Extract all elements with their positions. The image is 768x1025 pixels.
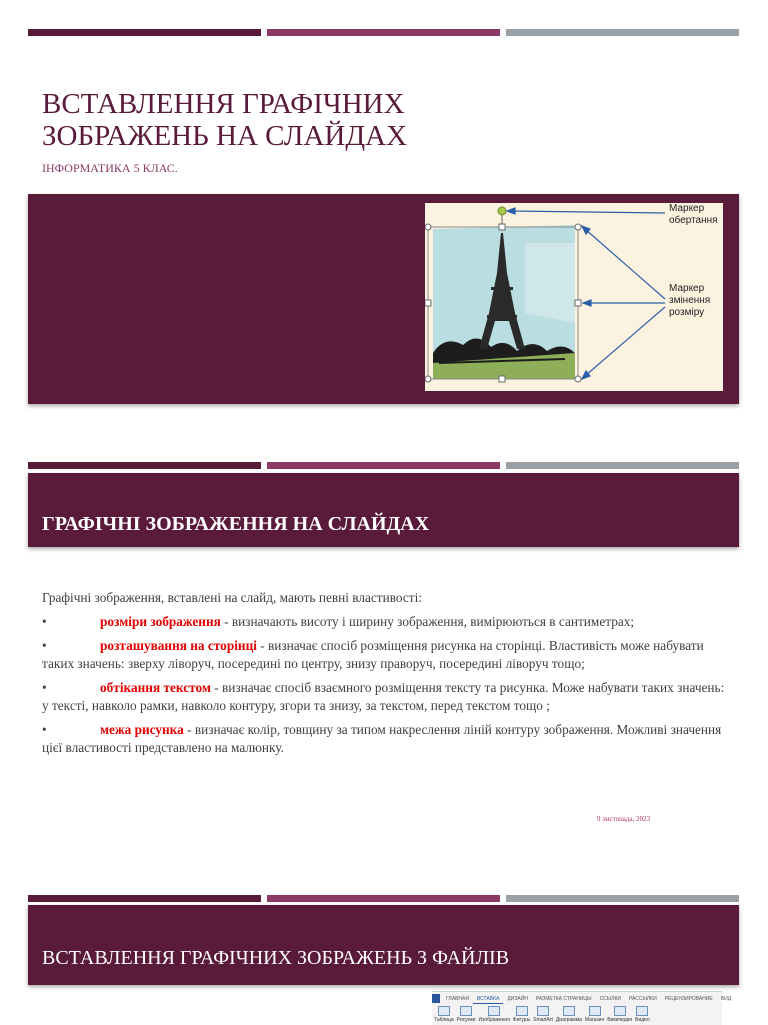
wikipedia-icon xyxy=(614,1006,626,1016)
ribbon-button-label: Википедия xyxy=(607,1017,633,1023)
bullet-4 xyxy=(42,721,732,757)
bullet-symbol: • xyxy=(42,614,47,629)
table-icon xyxy=(438,1006,450,1016)
bullet-3-text: - визначає спосіб взаємного розміщення тексту та рисунка. Може набувати таких значень: у тексті, навколо рамки, навколо контуру, згори та знизу, за текстом, перед текстом тощо ; xyxy=(42,680,725,713)
resize-marker-label: Маркер змінення розміру xyxy=(669,283,711,318)
eiffel-tower-figure xyxy=(425,203,723,391)
ribbon-button xyxy=(556,1006,582,1023)
ribbon-button-label: SmartArt xyxy=(533,1017,553,1023)
slide1-title: ВСТАВЛЕННЯ ГРАФІЧНИХ ЗОБРАЖЕНЬ НА СЛАЙДАХ xyxy=(42,88,408,152)
ribbon-button xyxy=(607,1006,632,1023)
term-position: розташування на сторінці xyxy=(100,638,257,653)
ribbon-button xyxy=(585,1006,604,1023)
slide3-title: ВСТАВЛЕННЯ ГРАФІЧНИХ ЗОБРАЖЕНЬ З ФАЙЛІВ xyxy=(42,947,510,969)
bullet-1 xyxy=(42,613,732,631)
term-wrap: обтікання текстом xyxy=(100,680,211,695)
bullet-symbol: • xyxy=(42,680,47,695)
ribbon-button xyxy=(457,1006,476,1023)
term-size: розміри зображення xyxy=(100,614,221,629)
ribbon-button-label: Диаграмма xyxy=(555,1017,582,1023)
ribbon-button xyxy=(434,1006,454,1023)
ribbon-button xyxy=(533,1006,553,1023)
top-stripe-2 xyxy=(267,29,500,36)
picture-icon xyxy=(460,1006,472,1016)
slide2-date: 9 листопада, 2023 xyxy=(597,815,651,823)
bullet-4-text: - визначає колір, товщину за типом накреслення ліній контуру зображення. Можливі значення цієї властивості представлено на малюнку. xyxy=(42,722,722,755)
ribbon-tab: ГЛАВНАЯ xyxy=(446,996,469,1002)
slide3-stripe-3 xyxy=(506,895,739,902)
bullet-2 xyxy=(42,637,732,673)
ribbon-buttons xyxy=(434,1006,650,1023)
ribbon-tab-active: ВСТАВКА xyxy=(473,994,503,1004)
bullet-symbol: • xyxy=(42,722,47,737)
slide1-subtitle: ІНФОРМАТИКА 5 КЛАС. xyxy=(42,161,178,175)
slide2-stripe-1 xyxy=(28,462,261,469)
ribbon-button-label: Видео xyxy=(635,1017,650,1023)
ribbon-tabs xyxy=(432,994,735,1004)
slide2-stripe-2 xyxy=(267,462,500,469)
ribbon-tab: ССЫЛКИ xyxy=(599,996,621,1002)
chart-icon xyxy=(563,1006,575,1016)
bullet-symbol: • xyxy=(42,638,47,653)
top-stripe-1 xyxy=(28,29,261,36)
ribbon-tab: РАССЫЛКИ xyxy=(629,996,657,1002)
ribbon-button-label: Изображения xyxy=(478,1017,510,1023)
slide3-stripe-2 xyxy=(267,895,500,902)
slide3-stripe-1 xyxy=(28,895,261,902)
ribbon-button xyxy=(513,1006,530,1023)
ribbon-tab: ВИД xyxy=(720,996,732,1002)
slide2-intro: Графічні зображення, вставлені на слайд, мають певні властивості: xyxy=(42,590,422,605)
top-stripe-3 xyxy=(506,29,739,36)
ribbon-tab: РАЗМЕТКА СТРАНИЦЫ xyxy=(535,996,592,1002)
word-icon xyxy=(432,994,440,1003)
slide2-body xyxy=(42,589,732,763)
ribbon-button-label: Таблица xyxy=(434,1017,454,1023)
ribbon-button-label: Фигуры xyxy=(512,1017,531,1023)
slide2-stripe-3 xyxy=(506,462,739,469)
slide3-header-band xyxy=(28,905,739,985)
rotation-marker-label: Маркер обертання xyxy=(669,203,718,226)
slide2-title: ГРАФІЧНІ ЗОБРАЖЕННЯ НА СЛАЙДАХ xyxy=(42,513,430,535)
ribbon-button-label: Магазин xyxy=(584,1017,605,1023)
bullet-1-text: - визначають висоту і ширину зображення, вимірюються в сантиметрах; xyxy=(220,614,635,629)
word-ribbon-screenshot xyxy=(432,991,732,1025)
smartart-icon xyxy=(537,1006,549,1016)
ribbon-tab: РЕЦЕНЗИРОВАНИЕ xyxy=(664,996,713,1002)
ribbon-tab: ДИЗАЙН xyxy=(507,996,528,1002)
shapes-icon xyxy=(516,1006,528,1016)
ribbon-button-label: Рисунки xyxy=(456,1017,476,1023)
bullet-3 xyxy=(42,679,732,715)
bullet-2-text: - визначає спосіб розміщення рисунка на сторінці. Властивість може набувати таких значень: зверху ліворуч, посередині по центру, знизу праворуч, посередині ліворуч тощо; xyxy=(42,638,704,671)
online-picture-icon xyxy=(488,1006,500,1016)
term-border: межа рисунка xyxy=(100,722,184,737)
store-icon xyxy=(589,1006,601,1016)
ribbon-button xyxy=(478,1006,509,1023)
ribbon-button xyxy=(635,1006,650,1023)
video-icon xyxy=(636,1006,648,1016)
